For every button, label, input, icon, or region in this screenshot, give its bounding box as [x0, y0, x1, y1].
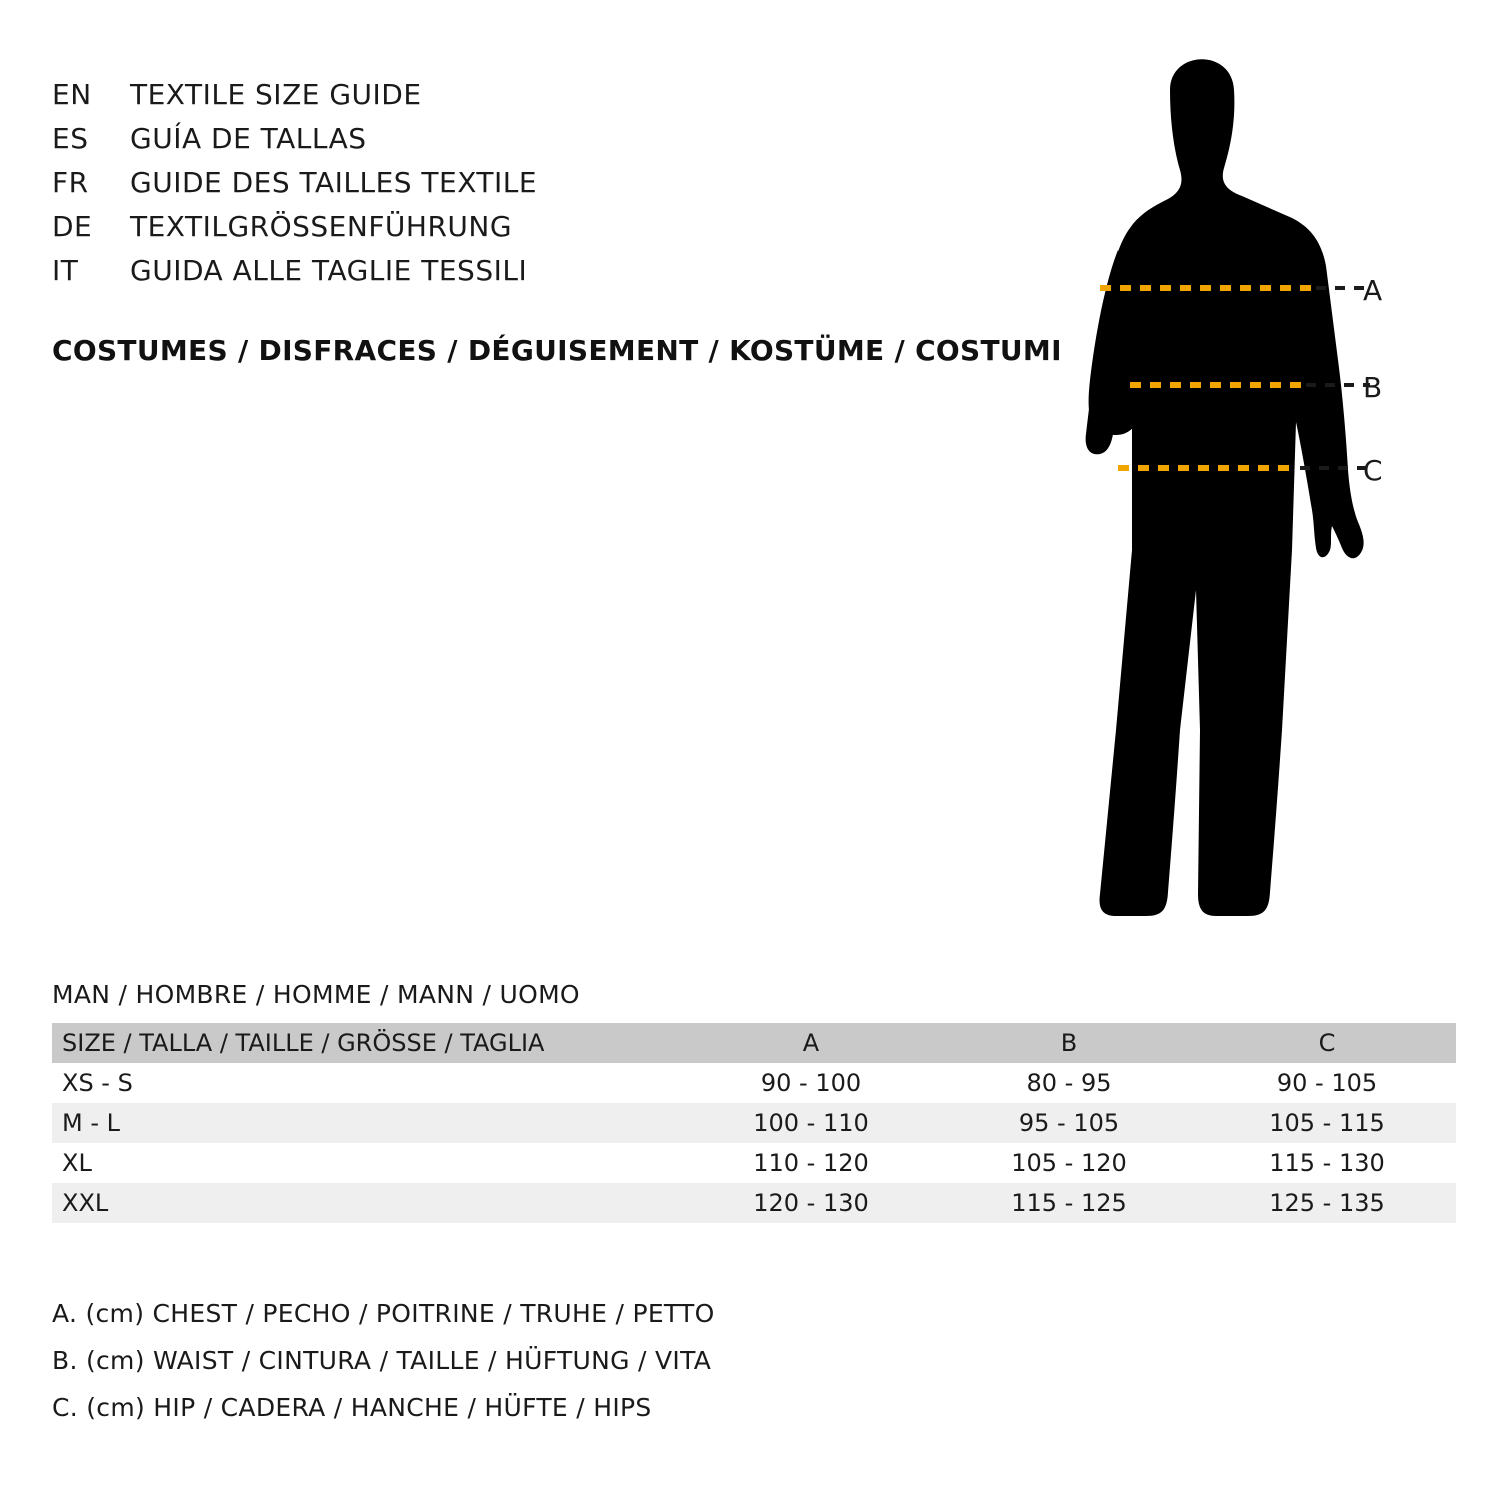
table-row: [52, 1183, 1456, 1223]
language-row: [52, 122, 1032, 166]
language-title: GUÍA DE TALLAS: [130, 122, 367, 155]
size-table-section: [52, 980, 1448, 1223]
cell-b: 80 - 95: [1026, 1069, 1112, 1097]
table-row: [52, 1143, 1456, 1183]
language-row: [52, 78, 1032, 122]
size-table: [52, 1023, 1456, 1223]
measurement-legend: [52, 1290, 715, 1431]
language-row: [52, 166, 1032, 210]
measure-label-b: B: [1363, 371, 1383, 404]
measure-label-c: C: [1363, 454, 1383, 487]
cell-b: 95 - 105: [1018, 1109, 1120, 1137]
cell-size: M - L: [62, 1109, 120, 1137]
cell-b: 115 - 125: [1011, 1189, 1127, 1217]
cell-b: 105 - 120: [1011, 1149, 1127, 1177]
measurement-figure: [1020, 30, 1440, 930]
cell-a: 90 - 100: [760, 1069, 862, 1097]
cell-c: 115 - 130: [1269, 1149, 1385, 1177]
legend-line-c: C. (cm) HIP / CADERA / HANCHE / HÜFTE / HIPS: [52, 1393, 652, 1422]
cell-size: XXL: [62, 1189, 109, 1217]
header-a: A: [802, 1029, 820, 1057]
legend-line-b: B. (cm) WAIST / CINTURA / TAILLE / HÜFTUNG / VITA: [52, 1346, 712, 1375]
language-code: ES: [52, 122, 89, 155]
language-title: GUIDA ALLE TAGLIE TESSILI: [130, 254, 528, 287]
costume-subtitle: COSTUMES / DISFRACES / DÉGUISEMENT / KOSTÜME / COSTUMI: [52, 334, 1062, 367]
header-c: C: [1318, 1029, 1336, 1057]
header-size: SIZE / TALLA / TAILLE / GRÖSSE / TAGLIA: [62, 1029, 545, 1057]
language-title: TEXTILE SIZE GUIDE: [130, 78, 422, 111]
header-b: B: [1060, 1029, 1078, 1057]
language-code: FR: [52, 166, 89, 199]
legend-line-a: A. (cm) CHEST / PECHO / POITRINE / TRUHE / PETTO: [52, 1299, 715, 1328]
language-code: IT: [52, 254, 79, 287]
measure-label-a: A: [1363, 274, 1383, 307]
language-title: GUIDE DES TAILLES TEXTILE: [130, 166, 538, 199]
cell-c: 90 - 105: [1276, 1069, 1378, 1097]
language-code: DE: [52, 210, 93, 243]
table-header-row: [52, 1023, 1456, 1063]
cell-size: XL: [62, 1149, 92, 1177]
cell-a: 110 - 120: [753, 1149, 869, 1177]
language-code: EN: [52, 78, 92, 111]
table-row: [52, 1103, 1456, 1143]
cell-a: 100 - 110: [753, 1109, 869, 1137]
table-row: [52, 1063, 1456, 1103]
language-row: [52, 254, 1032, 298]
cell-c: 125 - 135: [1269, 1189, 1385, 1217]
language-header-list: [52, 78, 1032, 298]
cell-c: 105 - 115: [1269, 1109, 1385, 1137]
language-title: TEXTILGRÖSSENFÜHRUNG: [130, 210, 513, 243]
table-caption: MAN / HOMBRE / HOMME / MANN / UOMO: [52, 980, 580, 1009]
cell-a: 120 - 130: [753, 1189, 869, 1217]
language-row: [52, 210, 1032, 254]
cell-size: XS - S: [62, 1069, 133, 1097]
